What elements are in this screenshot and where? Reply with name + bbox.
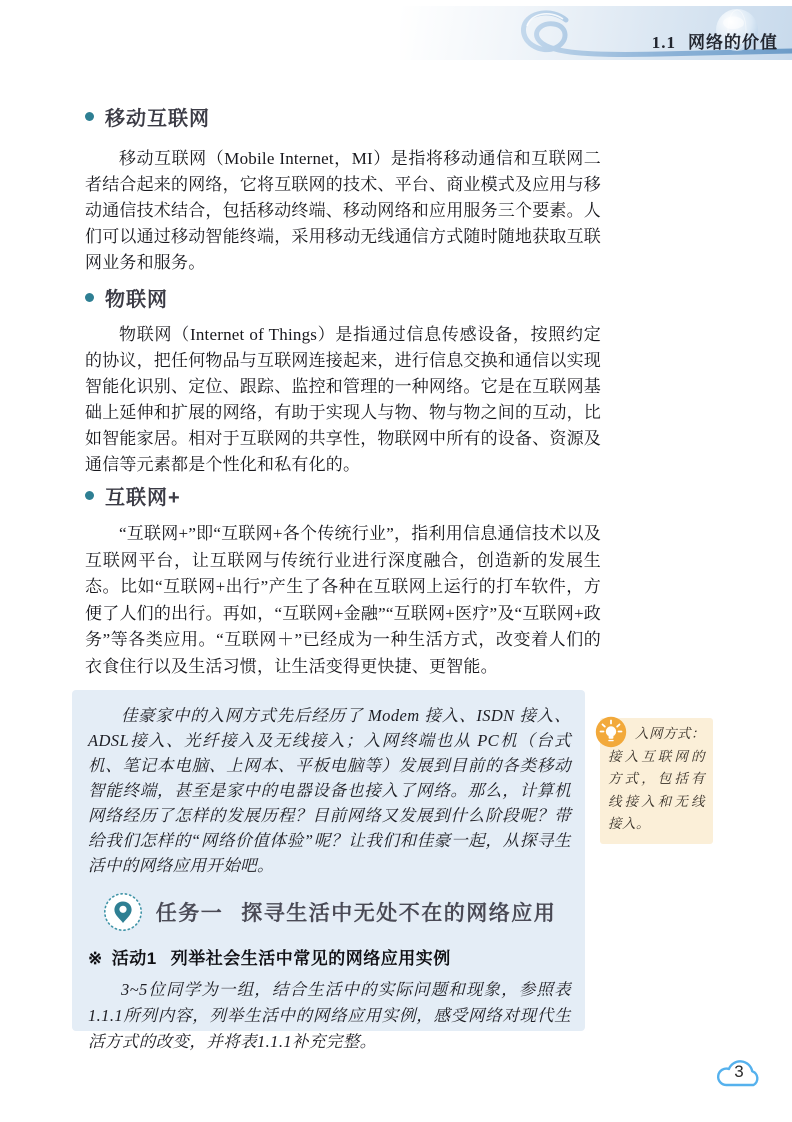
section-body-mobile-internet: 移动互联网（Mobile Internet，MI）是指将移动通信和互联网二者结合起来的网络，它将互联网的技术、平台、商业模式及应用与移动通信技术结合，包括移动终端、移动网络和应用服务三个要素。人们可以通过移动智能终端，采用移动无线通信方式随时随地获取互联网业务和服务。	[85, 149, 601, 272]
activity-marker: ※	[88, 949, 103, 968]
activity-title: 列举社会生活中常见的网络应用实例	[170, 949, 451, 968]
bullet-icon	[85, 112, 94, 121]
section-body-internet-plus: “互联网+”即“互联网+各个传统行业”，指利用信息通信技术以及互联网平台，让互联网与传统行业进行深度融合，创造新的发展生态。比如“互联网+出行”产生了各种在互联网上运行的打车软件，方便了人们的出行。再如，“互联网+金融”“互联网+医疗”及“互联网+政务”等各类应用。“互联网＋”已经成为一种生活方式，改变着人们的衣食住行以及生活习惯，让生活变得更快捷、更智能。	[85, 524, 601, 676]
scenario-box	[72, 690, 585, 1051]
activity-label: 活动1	[111, 949, 157, 968]
section-body-iot: 物联网（Internet of Things）是指通过信息传感设备，按照约定的协议，把任何物品与互联网连接起来，进行信息交换和通信以实现智能化识别、定位、跟踪、监控和管理的一种网络。它是在互联网基础上延伸和扩展的网络，有助于实现人与物、物与物之间的互动，比如智能家居。相对于互联网的共享性，物联网中所有的设备、资源及通信等元素都是个性化和私有化的。	[85, 325, 601, 474]
header-section-title: 网络的价值	[688, 33, 778, 52]
side-note-text: 入网方式：接入互联网的方式，包括有线接入和无线接入。	[608, 726, 705, 831]
activity-heading	[88, 944, 571, 969]
side-note-box	[600, 718, 713, 844]
page-header	[400, 6, 792, 60]
scenario-intro-text: 佳豪家中的入网方式先后经历了 Modem 接入、ISDN 接入、ADSL接入、光纤接入及无线接入；入网终端也从 PC机（台式机、笔记本电脑、上网本、平板电脑等）发展到目前的各类移动智能终端，甚至是家中的电器设备也接入了网络。那么，计算机网络经历了怎样的发展历程？目前网络又发展到什么阶段呢？带给我们怎样的“网络价值体验”呢？让我们和佳豪一起，从探寻生活中的网络应用开始吧。	[88, 706, 571, 875]
task-header	[88, 892, 571, 932]
task-title-text: 探寻生活中无处不在的网络应用	[241, 902, 557, 925]
page-number-cloud	[712, 1053, 766, 1095]
bullet-icon	[85, 491, 94, 500]
section-heading-label: 互联网+	[105, 487, 181, 509]
section-heading-mobile-internet	[85, 102, 601, 131]
task-label: 任务一	[155, 902, 224, 925]
task-title	[156, 897, 557, 927]
section-heading-label: 物联网	[105, 289, 168, 311]
header-section-number: 1.1	[651, 33, 676, 52]
location-pin-icon	[103, 892, 143, 932]
activity-body-text: 3~5位同学为一组，结合生活中的实际问题和现象，参照表1.1.1所列内容，列举生活中的网络应用实例，感受网络对现代生活方式的改变，并将表1.1.1补充完整。	[88, 980, 571, 1051]
page-number: 3	[734, 1062, 744, 1081]
section-heading-label: 移动互联网	[105, 108, 210, 130]
bullet-icon	[85, 293, 94, 302]
section-heading-internet-plus	[85, 481, 601, 510]
section-heading-iot	[85, 283, 601, 312]
lightbulb-icon	[595, 716, 627, 748]
header-title	[652, 28, 778, 53]
